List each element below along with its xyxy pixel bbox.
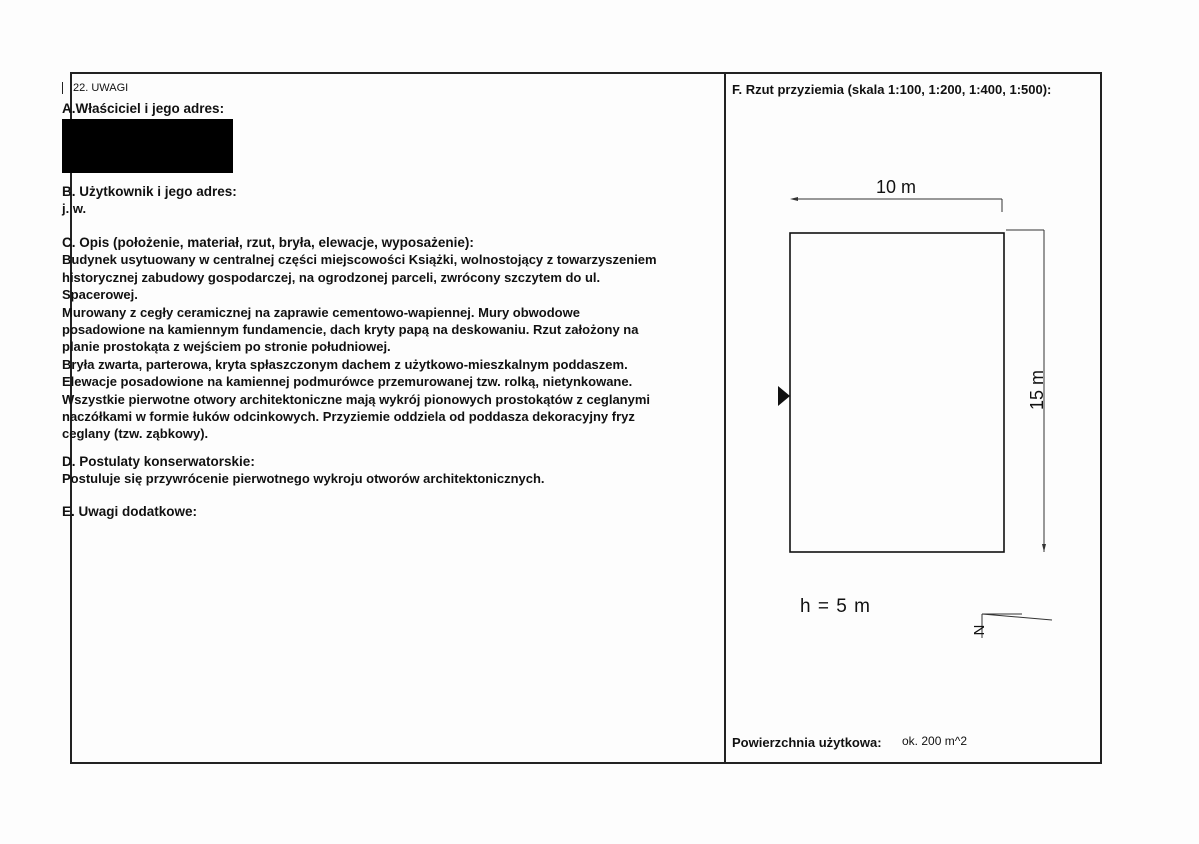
user-heading: B. Użytkownik i jego adres: — [62, 184, 237, 199]
remarks-heading: E. Uwagi dodatkowe: — [62, 504, 198, 519]
floor-plan-drawing — [726, 160, 1096, 660]
description-line: Bryła zwarta, parterowa, kryta spłaszczonym dachem z użytkowo-mieszkalnym poddaszem. — [62, 356, 628, 372]
description-line: historycznej zabudowy gospodarczej, na ogrodzonej parceli, zwrócony szczytem do ul. — [62, 269, 601, 285]
description-line: naczółkami w formie łuków odcinkowych. Przyziemie oddziela od poddasza dekoracyjny fryz — [62, 409, 635, 425]
building-outline — [790, 233, 1004, 552]
width-arrow-icon — [790, 197, 798, 201]
description-line: Elewacje posadowione na kamiennej podmurówce przemurowanej tzw. rolką, nietynkowane. — [62, 374, 633, 390]
postulates-heading: D. Postulaty konserwatorskie: — [62, 454, 255, 469]
north-label: N — [970, 624, 987, 636]
description-line: Wszystkie pierwotne otwory architektoniczne mają wykrój pionowych prostokątów z ceglanymi — [62, 391, 651, 407]
area-label: Powierzchnia użytkowa: — [732, 735, 882, 750]
description-section — [62, 234, 657, 443]
postulates-section — [62, 453, 545, 488]
description-heading: C. Opis (położenie, materiał, rzut, bryła, elewacje, wyposażenie): — [62, 235, 474, 250]
description-line: Spacerowej. — [62, 287, 138, 303]
plan-title: F. Rzut przyziemia (skala 1:100, 1:200, 1:400, 1:500): — [732, 82, 1052, 97]
description-line: posadowione na kamiennym fundamencie, dach kryty papą na deskowaniu. Rzut założony na — [62, 322, 639, 338]
section-number: 22. UWAGI — [62, 82, 128, 94]
height-label: h = 5 m — [800, 596, 871, 617]
postulates-value: Postuluje się przywrócenie pierwotnego wykroju otworów architektonicznych. — [62, 471, 545, 487]
length-label: 15 m — [1027, 369, 1047, 411]
user-value: j. w. — [62, 201, 87, 217]
description-line: ceglany (tzw. ząbkowy). — [62, 426, 209, 442]
user-section — [62, 183, 237, 218]
description-line: planie prostokąta z wejściem po stronie południowej. — [62, 339, 391, 355]
description-line: Budynek usytuowany w centralnej części miejscowości Książki, wolnostojący z towarzyszeniem — [62, 252, 657, 268]
owner-heading: A.Właściciel i jego adres: — [62, 101, 225, 116]
north-arrow-shaft — [982, 614, 1052, 620]
width-label: 10 m — [875, 177, 917, 197]
owner-section — [62, 100, 224, 117]
entrance-arrow-icon — [778, 386, 790, 406]
length-arrow-icon — [1042, 544, 1046, 552]
description-line: Murowany z cegły ceramicznej na zaprawie cementowo-wapiennej. Mury obwodowe — [62, 304, 580, 320]
redacted-owner-address — [62, 119, 233, 173]
remarks-section — [62, 503, 197, 520]
area-value: ok. 200 m^2 — [902, 734, 967, 748]
